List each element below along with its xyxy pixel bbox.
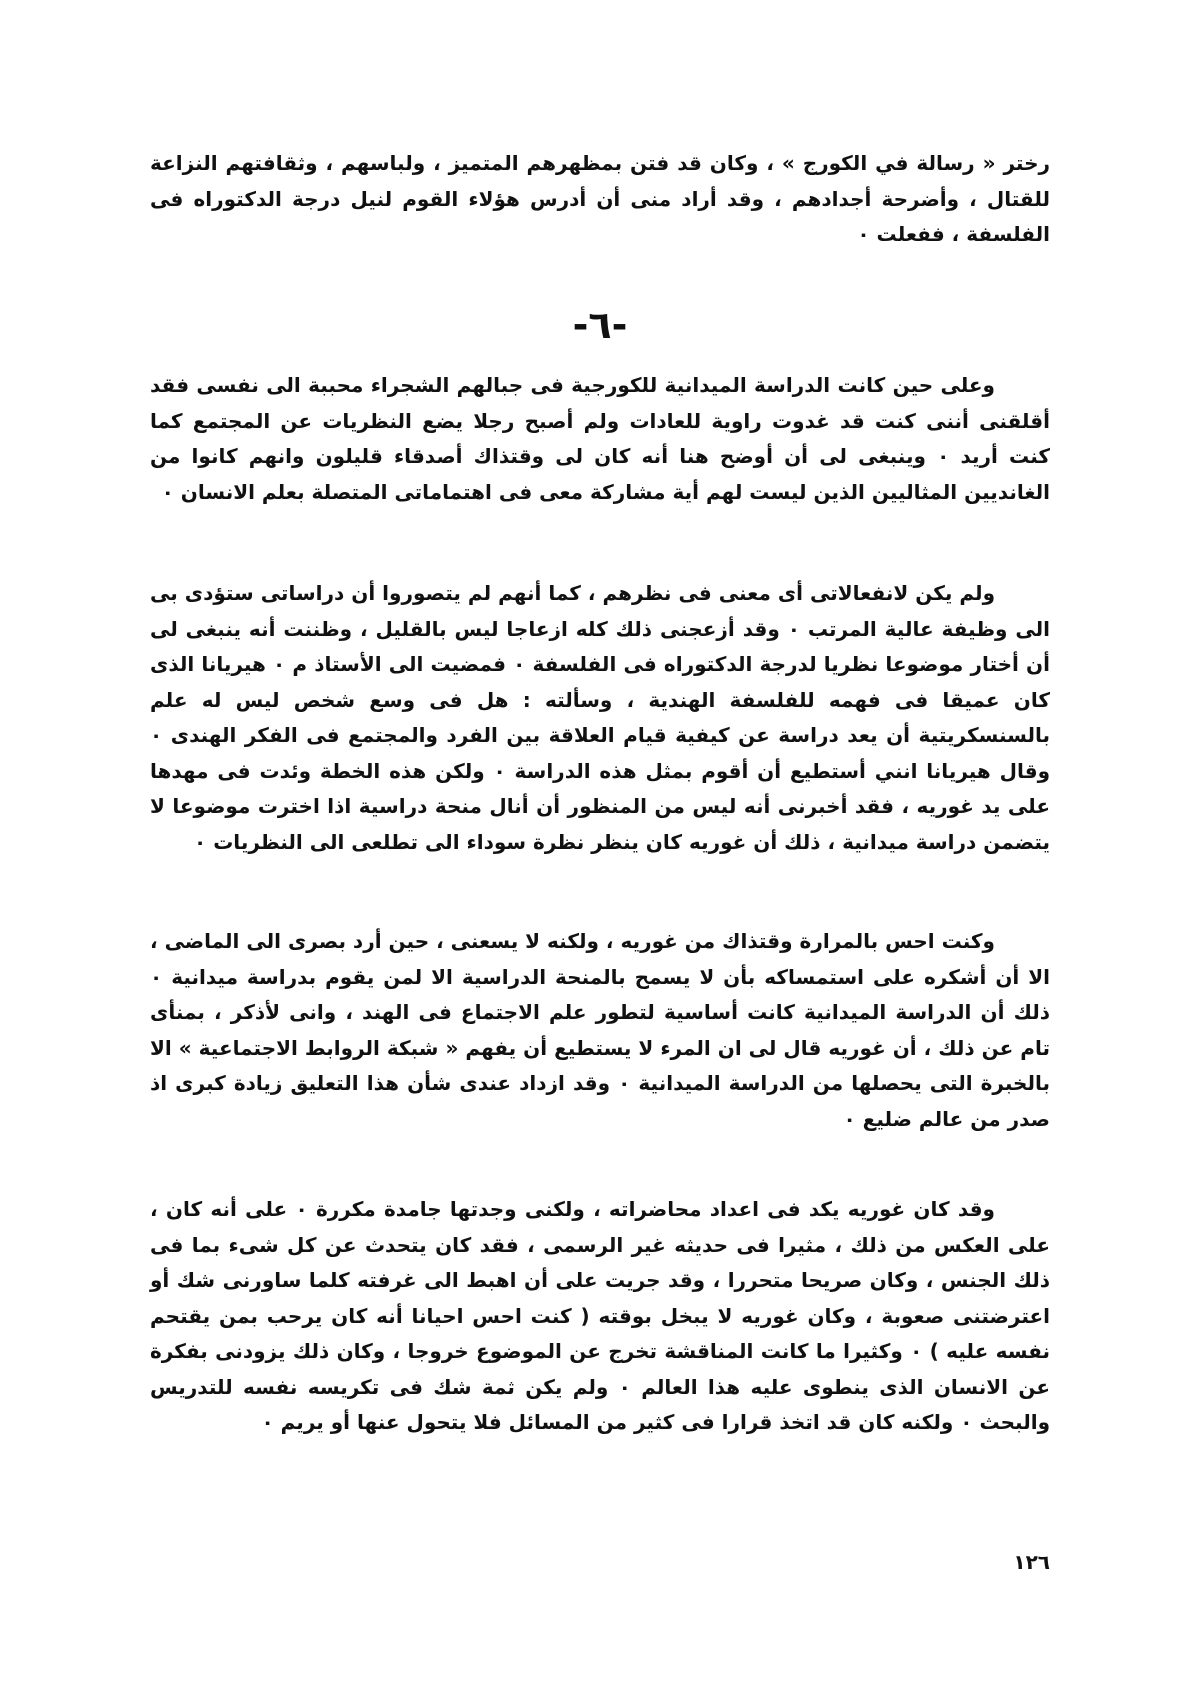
chapter-number: -٦- [572,303,628,347]
body-paragraph: وعلى حين كانت الدراسة الميدانية للكورجية فى جبالهم الشجراء محببة الى نفسى فقد أقلقنى أننى كنت قد غدوت راوية للعادات ولم أصبح رجلا يضع النظريات عن المجتمع كما كنت أريد ٠ وينبغى لى أن أوضح هنا أنه كان لى وقتذاك أصدقاء قليلون وانهم كانوا من الغانديين المثاليين الذين ليست لهم أية مشاركة معى فى اهتماماتى المتصلة بعلم الانسان ٠ [150,373,1051,504]
body-paragraph: ولم يكن لانفعالاتى أى معنى فى نظرهم ، كما أنهم لم يتصوروا أن دراساتى ستؤدى بى الى وظيفة عالية المرتب ٠ وقد أزعجنى ذلك كله ازعاجا ليس بالقليل ، وظننت أنه ينبغى لى أن أختار موضوعا نظريا لدرجة الدكتوراه فى الفلسفة ٠ فمضيت الى الأستاذ م ٠ هيريانا الذى كان عميقا فى فهمه للفلسفة الهندية ، وسألته : هل فى وسع شخص ليس له علم بالسنسكريتية أن يعد دراسة عن كيفية قيام العلاقة بين الفرد والمجتمع فى الفكر الهندى ٠ وقال هيريانا انني أستطيع أن أقوم بمثل هذه الدراسة ٠ ولكن هذه الخطة وئدت فى مهدها على يد غوريه ، فقد أخبرنى أنه ليس من المنظور أن أنال منحة دراسية اذا اخترت موضوعا لا يتضمن دراسة ميدانية ، ذلك أن غوريه كان ينظر نظرة سوداء الى تطلعى الى النظريات ٠ [150,581,1051,854]
body-paragraph: وكنت احس بالمرارة وقتذاك من غوريه ، ولكنه لا يسعنى ، حين أرد بصرى الى الماضى ، الا أن أشكره على استمساكه بأن لا يسمح بالمنحة الدراسية الا لمن يقوم بدراسة ميدانية ٠ ذلك أن الدراسة الميدانية كانت أساسية لتطور علم الاجتماع فى الهند ، وانى لأذكر ، بمنأى تام عن ذلك ، أن غوريه قال لى ان المرء لا يستطيع أن يفهم « شبكة الروابط الاجتماعية » الا بالخبرة التى يحصلها من الدراسة الميدانية ٠ وقد ازداد عندى شأن هذا التعليق زيادة كبرى اذ صدر من عالم ضليع ٠ [150,929,1050,1131]
page-number: ١٢٦ [1013,1550,1050,1574]
intro-paragraph: رختر « رسالة في الكورج » ، وكان قد فتن بمظهرهم المتميز ، ولباسهم ، وثقافتهم النزاعة للقتال ، وأضرحة أجدادهم ، وقد أراد منى أن أدرس هؤلاء القوم لنيل درجة الدكتوراه فى الفلسفة ، ففعلت ٠ [150,151,1050,246]
body-paragraph: وقد كان غوريه يكد فى اعداد محاضراته ، ولكنى وجدتها جامدة مكررة ٠ على أنه كان ، على العكس من ذلك ، مثيرا فى حديثه غير الرسمى ، فقد كان يتحدث عن كل شىء بما فى ذلك الجنس ، وكان صريحا متحررا ، وقد جريت على أن اهبط الى غرفته كلما ساورنى شك أو اعترضتنى صعوبة ، وكان غوريه لا يبخل بوقته ( كنت احس احيانا أنه كان يرحب بمن يقتحم نفسه عليه ) ٠ وكثيرا ما كانت المناقشة تخرج عن الموضوع خروجا ، وكان ذلك يزودنى بفكرة عن الانسان الذى ينطوى عليه هذا العالم ٠ ولم يكن ثمة شك فى تكريسه نفسه للتدريس والبحث ٠ ولكنه كان قد اتخذ قرارا فى كثير من المسائل فلا يتحول عنها أو يريم ٠ [150,1197,1050,1434]
